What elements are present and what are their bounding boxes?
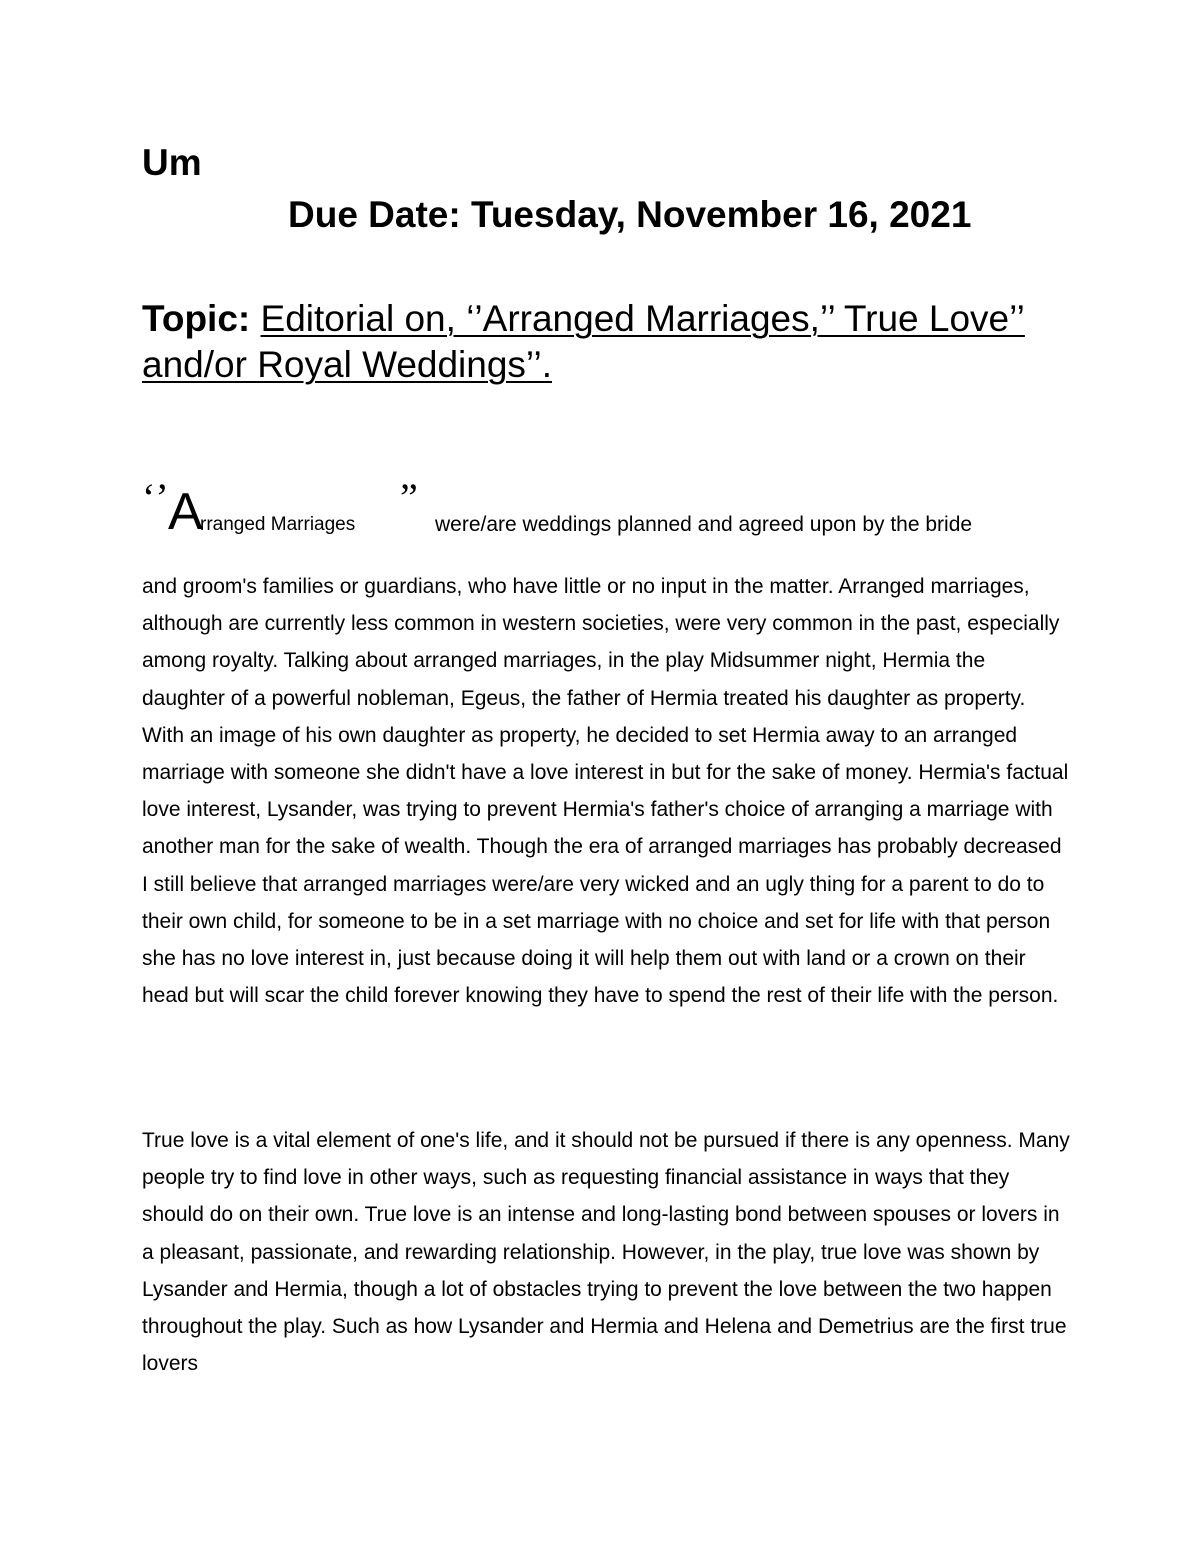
open-quote-mark: ‘’ <box>142 475 169 520</box>
paragraph-arranged-marriages: and groom's families or guardians, who have little or no input in the matter. Arranged marriages, although are currently less common in western societies, were very common in the past, especially among royalty. Talking about arranged marriages, in the play Midsummer night, Hermia the daughter of a powerful nobleman, Egeus, the father of Hermia treated his daughter as property. With an image of his own daughter as property, he decided to set Hermia away to an arranged marriage with someone she didn't have a love interest in but for the sake of money. Hermia's factual love interest, Lysander, was trying to prevent Hermia's father's choice of arranging a marriage with another man for the sake of wealth. Though the era of arranged marriages has probably decreased I still believe that arranged marriages were/are very wicked and an ugly thing for a parent to do to their own child, for someone to be in a set marriage with no choice and set for life with that person she has no love interest in, just because doing it will help them out with land or a crown on their head but will scar the child forever knowing they have to spend the rest of their life with the person. <box>142 575 1069 1008</box>
topic-label: Topic: <box>142 298 251 339</box>
drop-letter: A <box>168 483 203 541</box>
lead-continuation: were/are weddings planned and agreed upon by the bride <box>435 513 973 536</box>
paragraph-true-love: True love is a vital element of one's life, and it should not be pursued if there is any openness. Many people try to find love in other ways, such as requesting financial assistance in ways that they should do on their own. True love is an intense and long-lasting bond between spouses or lovers in a pleasant, passionate, and rewarding relationship. However, in the play, true love was shown by Lysander and Hermia, though a lot of obstacles trying to prevent the love between the two happen throughout the play. Such as how Lysander and Hermia and Helena and Demetrius are the first true lovers <box>142 1129 1070 1376</box>
lead-line <box>142 475 1082 542</box>
due-date-heading: Due Date: Tuesday, November 16, 2021 <box>288 194 972 235</box>
topic-heading <box>142 296 1062 388</box>
student-name: Um <box>142 142 202 183</box>
topic-title: Editorial on, ‘’Arranged Marriages,’’ True Love’’ and/or Royal Weddings’’. <box>142 298 1025 385</box>
lead-word-rest: rranged Marriages <box>200 514 356 535</box>
close-quote-mark: ” <box>400 475 418 520</box>
